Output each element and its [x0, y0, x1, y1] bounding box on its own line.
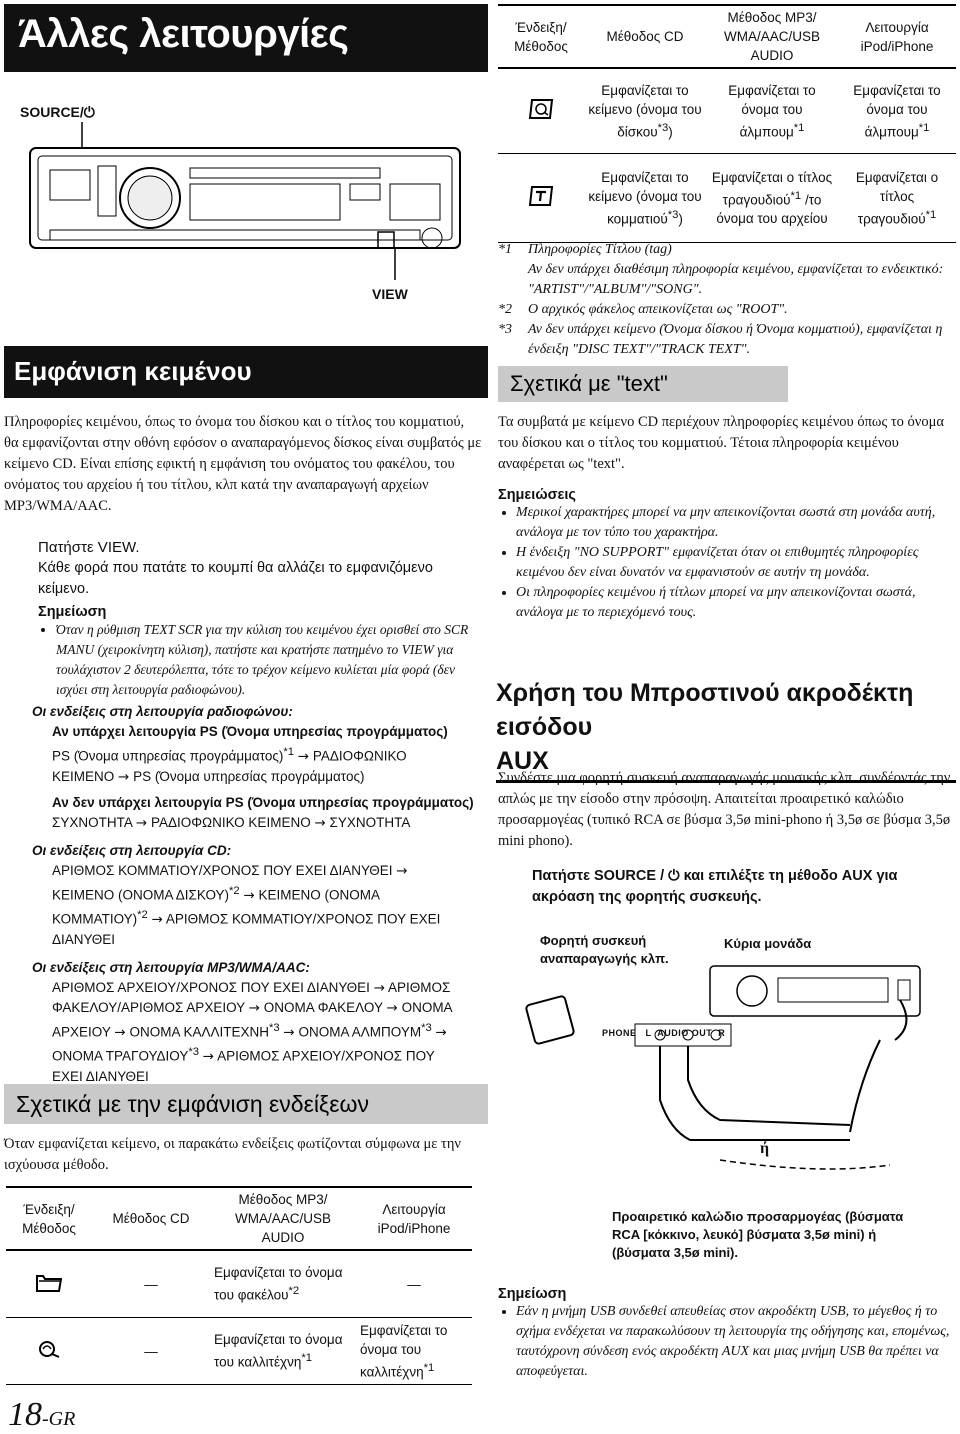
notes-title: Σημειώσεις: [498, 487, 576, 503]
footnote-mark: *1: [498, 242, 512, 257]
indicator-table-left: [6, 1186, 472, 1385]
page-number: [8, 1396, 75, 1434]
footnote-text: Ο αρχικός φάκελος απεικονίζεται ως "ROOT".: [528, 302, 788, 317]
footnote-text: Αν δεν υπάρχει διαθέσιμη πληροφορία κειμένου, εμφανίζεται το ενδεικτικό: "ARTIST"/"ALBUM"/"SONG".: [528, 262, 944, 297]
cell-text: Εμφανίζεται το όνομα του καλλιτέχνη: [214, 1332, 343, 1370]
section-title-indicators: Σχετικά με την εμφάνιση ενδείξεων: [16, 1091, 369, 1117]
cell-text: Εμφανίζεται το όνομα του φακέλου: [214, 1265, 343, 1303]
arrow-icon: →: [283, 1024, 295, 1040]
arrow-icon: →: [135, 814, 148, 831]
table-cell: [584, 154, 706, 243]
indicator-table-right: [498, 4, 956, 243]
cell-text: Εμφανίζεται το όνομα του άλμπουμ: [853, 82, 941, 140]
press-view: Πατήστε VIEW.: [38, 539, 140, 556]
arrow-icon: →: [297, 748, 310, 765]
source-label: SOURCE/⏻: [20, 104, 95, 120]
cell-text: /το όνομα του αρχείου: [716, 192, 828, 227]
press-view-desc: Κάθε φορά που πατάτε το κουμπί θα αλλάζει το εμφανιζόμενο κείμενο.: [38, 560, 433, 597]
seq-item: ΚΕΙΜΕΝΟ (ΟΝΟΜΑ ΔΙΣΚΟΥ): [52, 887, 230, 902]
portable-label: Φορητή συσκευή αναπαραγωγής κλπ.: [540, 933, 669, 966]
view-label: VIEW: [372, 286, 408, 302]
table-row: [6, 1250, 472, 1318]
radio-heading: Οι ενδείξεις στη λειτουργία ραδιοφώνου:: [32, 704, 293, 719]
table-cell: —: [92, 1318, 210, 1385]
table-header-cell: Λειτουργία iPod/iPhone: [356, 1187, 472, 1250]
cell-text: Εμφανίζεται το όνομα του άλμπουμ: [728, 82, 816, 140]
aux-note-block: [498, 1286, 954, 1382]
cell-text: ): [668, 124, 673, 140]
table-cell: [498, 68, 584, 154]
table-header-cell: Μέθοδος MP3/ WMA/AAC/USB AUDIO: [210, 1187, 356, 1250]
seq-item: ΚΕΙΜΕΝΟ (ΟΝΟΜΑ: [258, 887, 381, 902]
mp3-heading: Οι ενδείξεις στη λειτουργία MP3/WMA/AAC:: [32, 959, 310, 975]
cell-sup: *2: [288, 1285, 300, 1298]
table-cell: [210, 1318, 356, 1385]
cell-text: ): [678, 211, 683, 227]
text-display-body: [4, 412, 482, 700]
cell-text: Εμφανίζεται το όνομα του καλλιτέχνη: [360, 1322, 448, 1380]
aux-note-text: • Εάν η μνήμη USB συνδεθεί απευθείας στον ακροδέκτη USB, το μέγεθος ή το σχήμα ενδέχεται να παρακωλύσουν τη λειτουργία της οδήγησης και, επομένως, ταυτόχρονη σύνδεση ενός ακροδέκτη AUX και μιας μνήμη USB θα πρέπει να αποφεύγεται.: [516, 1302, 954, 1382]
seq-item: ΕΧΕΙ ΔΙΑΝΥΘΕΙ: [52, 1068, 149, 1084]
page-title: Άλλες λειτουργίες: [18, 12, 349, 56]
seq-item: ΡΑΔΙΟΦΩΝΙΚΟ: [312, 748, 407, 764]
table-cell: [584, 68, 706, 154]
seq-item: ΦΑΚΕΛΟΥ/ΑΡΙΘΜΟΣ ΑΡΧΕΙΟΥ: [52, 999, 245, 1015]
seq-item: ΟΝΟΜΑ: [401, 999, 453, 1015]
seq-item: ΑΡΙΘΜΟΣ ΑΡΧΕΙΟΥ/ΧΡΟΝΟΣ ΠΟΥ: [217, 1048, 435, 1064]
seq-sup: *3: [269, 1021, 280, 1034]
section-title-text-display: Εμφάνιση κειμένου: [14, 356, 252, 386]
seq-sup: *3: [421, 1021, 432, 1034]
main-unit-label: Κύρια μονάδα: [724, 936, 812, 951]
arrow-icon: →: [151, 911, 163, 928]
arrow-icon: →: [202, 1048, 215, 1065]
table-header-row: [6, 1187, 472, 1250]
table-header-cell: Μέθοδος CD: [92, 1187, 210, 1250]
page-suffix: -GR: [42, 1408, 76, 1430]
section-title-text-about: Σχετικά με "text": [510, 371, 668, 396]
footnote-text: Αν δεν υπάρχει κείμενο (Όνομα δίσκου ή Όνομα κομματιού), εμφανίζεται η ένδειξη "DISC TEXT"/"TRACK TEXT".: [528, 322, 943, 357]
note-title: Σημείωση: [38, 604, 107, 620]
seq-item: ΡΑΔΙΟΦΩΝΙΚΟ ΚΕΙΜΕΝΟ: [150, 814, 311, 830]
table-cell: [498, 154, 584, 243]
table-cell: [356, 1318, 472, 1385]
arrow-icon: →: [314, 814, 326, 831]
seq-sup: *2: [137, 909, 148, 921]
table-cell: [706, 154, 838, 243]
seq-item: ΔΙΑΝΥΘΕΙ: [52, 931, 116, 947]
cell-sup: *1: [925, 208, 937, 221]
table-header-cell: Ένδειξη/ Μέθοδος: [6, 1187, 92, 1250]
jack-label: R: [718, 1028, 726, 1038]
seq-item: ΑΡΧΕΙΟΥ: [52, 1024, 111, 1039]
seq-item: ΑΡΙΘΜΟΣ ΑΡΧΕΙΟΥ/ΧΡΟΝΟΣ ΠΟΥ ΕΧΕΙ ΔΙΑΝΥΘΕΙ: [52, 979, 370, 995]
table-row: [498, 68, 956, 154]
table-header-cell: Λειτουργία iPod/iPhone: [838, 5, 956, 68]
seq-item: ΣΥΧΝΟΤΗΤΑ: [52, 814, 133, 830]
seq-item: ΑΡΙΘΜΟΣ ΚΟΜΜΑΤΙΟΥ/ΧΡΟΝΟΣ ΠΟΥ ΕΧΕΙ: [165, 911, 441, 927]
disc-icon: [528, 98, 554, 120]
arrow-icon: →: [248, 999, 260, 1016]
seq-item: ΟΝΟΜΑ ΑΛΜΠΟΥΜ: [298, 1024, 422, 1039]
table-cell: [6, 1250, 92, 1318]
seq-sup: *1: [283, 746, 294, 758]
table-cell: —: [92, 1250, 210, 1318]
seq-item: ΟΝΟΜΑ ΤΡΑΓΟΥΔΙΟΥ: [52, 1048, 189, 1064]
section-bar-text-about: [498, 366, 788, 402]
cell-sup: *1: [423, 1361, 435, 1374]
jack-labels: [602, 1028, 725, 1038]
page-num: 18: [8, 1396, 42, 1433]
arrow-icon: →: [373, 979, 386, 996]
cell-text: Εμφανίζεται ο τίτλος τραγουδιού: [711, 169, 833, 208]
table-header-cell: Μέθοδος CD: [584, 5, 706, 68]
table-header-cell: Μέθοδος MP3/ WMA/AAC/USB AUDIO: [706, 5, 838, 68]
arrow-icon: →: [386, 999, 398, 1016]
seq-item: ΚΕΙΜΕΝΟ: [52, 768, 115, 784]
seq-sup: *2: [229, 884, 240, 897]
seq-item: ΚΟΜΜΑΤΙΟΥ): [52, 911, 138, 927]
text-about-intro: Τα συμβατά με κείμενο CD περιέχουν πληροφορίες κειμένου όπως το όνομα του δίσκου και ο τίτλος του κομματιού. Τέτοια πληροφορία κειμένου αναφέρεται ως "text".: [498, 414, 944, 472]
arrow-icon: →: [243, 887, 255, 903]
cell-sup: *3: [657, 121, 669, 134]
seq-item: ΑΡΙΘΜΟΣ ΚΟΜΜΑΤΙΟΥ/ΧΡΟΝΟΣ ΠΟΥ ΕΧΕΙ ΔΙΑΝΥΘΕΙ: [52, 862, 393, 878]
artist-icon: [37, 1339, 61, 1359]
table-row: [6, 1318, 472, 1385]
aux-title-block: [496, 676, 956, 783]
cell-sup: *1: [790, 189, 802, 202]
jack-label: PHONE: [602, 1028, 637, 1038]
table-cell: [706, 68, 838, 154]
arrow-icon: →: [114, 1024, 126, 1040]
head-unit-illustration: [20, 100, 490, 310]
folder-icon: [36, 1272, 62, 1292]
seq-item: PS (Όνομα υπηρεσίας προγράμματος): [52, 748, 284, 764]
cell-sup: *1: [793, 121, 805, 134]
note-text: • Όταν η ρύθμιση TEXT SCR για την κύλιση του κειμένου έχει ορισθεί στο SCR MANU (χειροκίνητη κύλιση), πατήστε και κρατήστε πατημένο το VIEW για τουλάχιστον 2 δευτερόλεπτα, τότε το τρέχον κείμενο κυλίεται μία φορά (δεν ισχύει στη λειτουργία ραδιοφώνου).: [56, 620, 482, 700]
page-title-bar: [4, 4, 488, 72]
radio-nops-heading: Αν δεν υπάρχει λειτουργία PS (Όνομα υπηρεσίας προγράμματος): [52, 794, 474, 810]
table-header-cell: Ένδειξη/ Μέθοδος: [498, 5, 584, 68]
list-item: • Η ένδειξη "NO SUPPORT" εμφανίζεται όταν οι επιθυμητές πληροφορίες κειμένου δεν είναι δυνατόν να εμφανιστούν σε αυτήν τη μονάδα.: [516, 543, 956, 583]
aux-connection-diagram: [520, 960, 940, 1200]
list-item: • Μερικοί χαρακτήρες μπορεί να μην απεικονίζονται σωστά στη μονάδα αυτή, ανάλογα με τον τύπο του χαρακτήρα.: [516, 503, 956, 543]
text-display-intro: Πληροφορίες κειμένου, όπως το όνομα του δίσκου και ο τίτλος του κομματιού, θα εμφανίζονται στην οθόνη εφόσον ο αναπαραγόμενος δίσκος είναι συμβατός με κείμενο CD. Είναι επίσης εφικτή η εμφάνιση του ονόματος του φακέλου, του ονόματος του αρχείου ή του τίτλου, κλπ κατά την αναπαραγωγή αρχείων MP3/WMA/AAC.: [4, 414, 482, 514]
arrow-icon: →: [396, 862, 408, 879]
footnote-text: Πληροφορίες Τίτλου (tag): [528, 242, 672, 257]
footnotes: [498, 240, 956, 360]
seq-item: ΟΝΟΜΑ ΦΑΚΕΛΟΥ: [263, 999, 383, 1015]
seq-item: ΟΝΟΜΑ ΚΑΛΛΙΤΕΧΝΗ: [129, 1024, 270, 1039]
notes-list: [498, 503, 956, 623]
track-icon: [528, 185, 554, 207]
aux-note-title: Σημείωση: [498, 1286, 567, 1302]
indicators-intro: Όταν εμφανίζεται κείμενο, οι παρακάτω ενδείξεις φωτίζονται σύμφωνα με την ισχύουσα μέθοδο.: [4, 1136, 461, 1173]
seq-item: PS (Όνομα υπηρεσίας προγράμματος): [133, 768, 365, 784]
cell-text: Εμφανίζεται ο τίτλος τραγουδιού: [855, 169, 939, 227]
footnote-mark: *2: [498, 302, 512, 317]
or-label: ή: [760, 1140, 770, 1157]
list-item: • Οι πληροφορίες κειμένου ή τίτλων μπορεί να μην απεικονίζονται σωστά, ανάλογα με το περιεχόμενό τους.: [516, 583, 956, 623]
section-bar-indicators: [4, 1084, 488, 1124]
table-cell: [838, 154, 956, 243]
table-cell: —: [356, 1250, 472, 1318]
aux-title-1: Χρήση του Μπροστινού ακροδέκτη εισόδου: [496, 679, 914, 741]
cell-text: Εμφανίζεται το κείμενο (όνομα του δίσκου: [588, 82, 702, 140]
indicator-sequences: [34, 702, 486, 1087]
cell-sup: *3: [667, 208, 679, 221]
footnote-mark: *3: [498, 322, 512, 337]
table-row: [498, 154, 956, 243]
seq-sup: *3: [188, 1046, 199, 1058]
cd-heading: Οι ενδείξεις στη λειτουργία CD:: [32, 842, 232, 858]
table-header-row: [498, 5, 956, 68]
table-cell: [210, 1250, 356, 1318]
table-cell: [6, 1318, 92, 1385]
jack-label: L: [645, 1028, 652, 1038]
aux-title-2: AUX: [496, 747, 549, 775]
arrow-icon: →: [435, 1024, 447, 1040]
aux-intro: Συνδέστε μια φορητή συσκευή αναπαραγωγής μουσικής κλπ. συνδέοντάς την απλώς με την είσοδο στην πρόσοψη. Απαιτείται προαιρετικό καλώδιο προσαρμογέας (τυπικό RCA σε βύσμα 3,5ø mini-phono ή 3,5ø σε βύσμα 3,5ø mini phono).: [498, 770, 951, 849]
table-cell: [838, 68, 956, 154]
seq-item: ΣΥΧΝΟΤΗΤΑ: [329, 814, 411, 830]
cell-text: Εμφανίζεται το κείμενο (όνομα του κομματιού: [588, 169, 702, 227]
cell-sup: *1: [918, 121, 930, 134]
cable-label: Προαιρετικό καλώδιο προσαρμογέας (βύσματα RCA [κόκκινο, λευκό] βύσματα 3,5ø mini) ή (βύσματα 3,5ø mini).: [612, 1209, 904, 1260]
aux-press: Πατήστε SOURCE / ⏻ και επιλέξτε τη μέθοδο AUX για ακρόαση της φορητής συσκευής.: [532, 868, 898, 905]
text-about-body: [498, 412, 956, 623]
radio-ps-heading: Αν υπάρχει λειτουργία PS (Όνομα υπηρεσίας προγράμματος): [52, 724, 448, 739]
seq-item: ΑΡΙΘΜΟΣ: [388, 979, 451, 995]
jack-label: AUDIO OUT: [657, 1028, 713, 1038]
section-bar-text-display: [4, 346, 488, 398]
arrow-icon: →: [118, 768, 130, 785]
cell-sup: *1: [301, 1352, 313, 1365]
